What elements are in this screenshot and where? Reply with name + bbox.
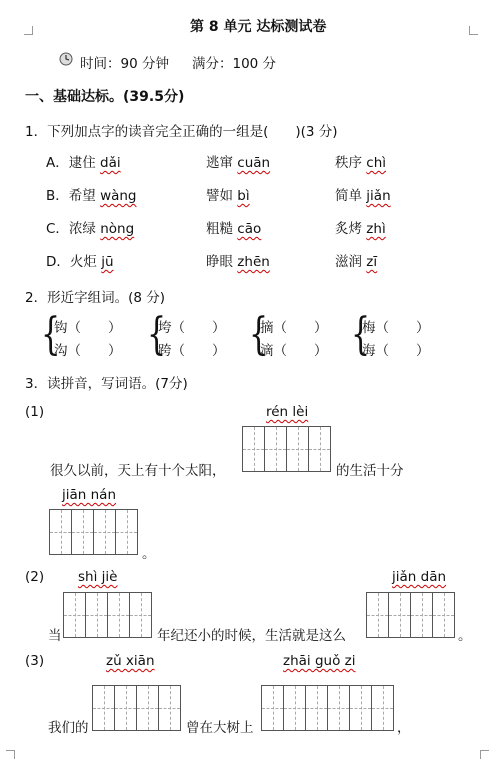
writing-cell[interactable] (264, 426, 287, 472)
pinyin: jiān nán (62, 487, 117, 503)
writing-cell[interactable] (308, 426, 331, 472)
option-word: 粗糙 (206, 221, 233, 237)
sentence-text: 我们的 (48, 720, 89, 736)
q1-option-d (46, 250, 114, 270)
writing-cell[interactable] (115, 509, 138, 555)
q2-word: 跨（ ） (158, 343, 226, 359)
option-word: 滋润 (335, 254, 362, 270)
sentence-text: 年纪还小的时候，生活就是这么 (157, 628, 346, 644)
pinyin: zhēn (237, 254, 270, 270)
sentence-text: 曾在大树上 (186, 720, 254, 736)
q1-option-b (46, 184, 137, 204)
q1-stem: 1．下列加点字的读音完全正确的一组是( )(3 分) (25, 124, 338, 140)
writing-cell[interactable] (107, 592, 130, 638)
pinyin: chì (366, 155, 387, 171)
pinyin: zhì (366, 221, 386, 237)
writing-cell[interactable] (63, 592, 86, 638)
writing-cell[interactable] (261, 685, 284, 731)
page-title: 第 8 单元 达标测试卷 (190, 19, 327, 35)
writing-grid[interactable] (366, 592, 455, 638)
corner-mark (24, 26, 33, 35)
option-word: 秩序 (335, 155, 362, 171)
writing-cell[interactable] (327, 685, 350, 731)
sentence-text: 的生活十分 (336, 463, 404, 479)
item-number: (2) (25, 569, 45, 585)
writing-cell[interactable] (388, 592, 411, 638)
writing-grid[interactable] (63, 592, 152, 638)
sentence-end: 。 (142, 546, 156, 562)
writing-grid[interactable] (242, 426, 331, 472)
writing-grid[interactable] (49, 509, 138, 555)
q2-word: 摘（ ） (260, 320, 328, 336)
q2-word: 钩（ ） (54, 320, 122, 336)
writing-grid[interactable] (261, 685, 394, 731)
q1-option-a-item3 (335, 151, 386, 171)
q1-option-d-item3 (335, 250, 377, 270)
writing-cell[interactable] (85, 592, 108, 638)
writing-cell[interactable] (49, 509, 72, 555)
option-word: 譬如 (206, 188, 233, 204)
writing-cell[interactable] (92, 685, 115, 731)
writing-cell[interactable] (93, 509, 116, 555)
writing-cell[interactable] (366, 592, 389, 638)
q1-option-c-item3 (335, 217, 386, 237)
pinyin: zhāi guǒ zi (283, 653, 356, 669)
writing-cell[interactable] (371, 685, 394, 731)
q3-stem: 3．读拼音，写词语。(7分) (25, 376, 188, 392)
pinyin: jiǎn dān (392, 569, 447, 585)
brace: { (41, 309, 61, 361)
option-label: C． (46, 221, 69, 237)
q2-word: 梅（ ） (362, 320, 430, 336)
pinyin: cuān (237, 155, 271, 171)
time-limit: 时间：90 分钟 (80, 56, 169, 72)
q2-word: 沟（ ） (54, 343, 122, 359)
q1-option-b-item2 (206, 184, 250, 204)
pinyin: jū (101, 254, 114, 270)
pinyin: wàng (100, 188, 137, 204)
corner-mark (469, 26, 478, 35)
writing-cell[interactable] (432, 592, 455, 638)
writing-cell[interactable] (242, 426, 265, 472)
pinyin: rén lèi (266, 404, 309, 420)
writing-cell[interactable] (410, 592, 433, 638)
corner-mark (480, 750, 489, 759)
pinyin: cāo (237, 221, 262, 237)
pinyin: bì (237, 188, 250, 204)
sentence-text: 很久以前，天上有十个太阳， (50, 463, 226, 479)
pinyin: zǔ xiān (106, 653, 155, 669)
q1-option-a (46, 151, 121, 171)
writing-cell[interactable] (305, 685, 328, 731)
option-word: 睁眼 (206, 254, 233, 270)
option-label: D． (46, 254, 70, 270)
pinyin: jiǎn (366, 188, 391, 204)
option-word: 简单 (335, 188, 362, 204)
option-label: B． (46, 188, 69, 204)
q1-option-d-item2 (206, 250, 270, 270)
q1-option-c (46, 217, 134, 237)
q2-word: 海（ ） (362, 343, 430, 359)
sentence-text: 当 (48, 628, 62, 644)
pinyin: zī (366, 254, 378, 270)
section-heading: 一、基础达标。(39.5分) (25, 89, 185, 105)
pinyin: dǎi (100, 155, 121, 171)
item-number: (1) (25, 404, 45, 420)
brace: { (351, 309, 371, 361)
full-score: 满分：100 分 (192, 56, 277, 72)
q1-option-a-item2 (206, 151, 270, 171)
writing-cell[interactable] (349, 685, 372, 731)
writing-cell[interactable] (129, 592, 152, 638)
clock-icon (58, 52, 74, 66)
writing-cell[interactable] (71, 509, 94, 555)
pinyin: nòng (100, 221, 135, 237)
sentence-end: 。 (458, 628, 472, 644)
writing-cell[interactable] (283, 685, 306, 731)
option-word: 炙烤 (335, 221, 362, 237)
writing-cell[interactable] (286, 426, 309, 472)
option-word: 火炬 (69, 254, 97, 270)
writing-cell[interactable] (158, 685, 181, 731)
sentence-end: ， (397, 720, 411, 736)
option-word: 逮住 (68, 155, 96, 171)
option-word: 浓绿 (68, 221, 96, 237)
brace: { (249, 309, 269, 361)
writing-cell[interactable] (136, 685, 159, 731)
q2-word: 滴（ ） (260, 343, 328, 359)
q2-word: 垮（ ） (158, 320, 226, 336)
writing-cell[interactable] (114, 685, 137, 731)
pinyin: shì jiè (78, 569, 118, 585)
corner-mark (6, 750, 15, 759)
brace: { (147, 309, 167, 361)
option-word: 希望 (68, 188, 96, 204)
item-number: (3) (25, 653, 45, 669)
q1-option-c-item2 (206, 217, 261, 237)
writing-grid[interactable] (92, 685, 181, 731)
q1-option-b-item3 (335, 184, 391, 204)
option-word: 逃窜 (206, 155, 233, 171)
q2-stem: 2．形近字组词。(8 分) (25, 290, 166, 306)
option-label: A． (46, 155, 69, 171)
